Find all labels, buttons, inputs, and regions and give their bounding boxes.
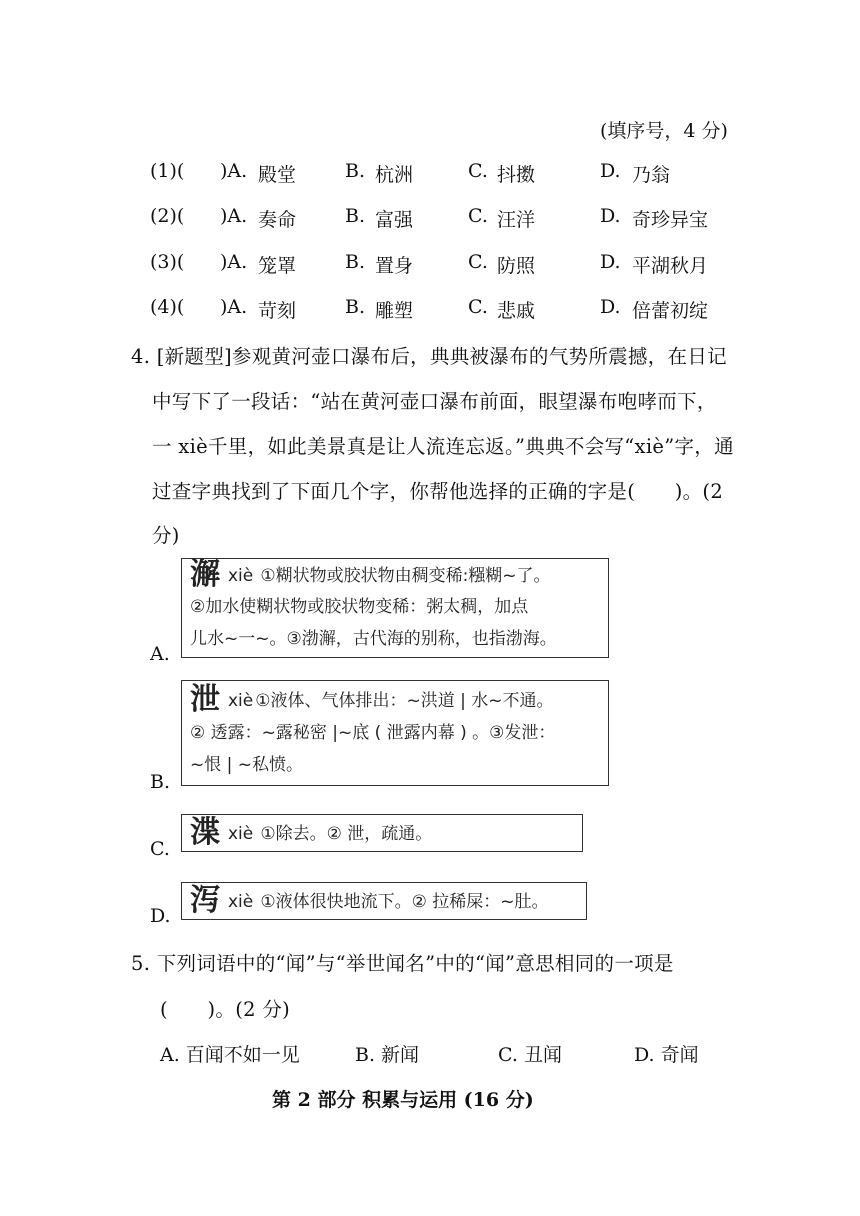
q3-option-a: 殿堂 [258,164,297,186]
q3-option-d-label: D. [600,160,621,182]
q3-option-d-label: D. [600,296,621,318]
q4-option-b-label: B. [150,771,171,793]
q4-option-d-dictionary-entry [181,882,587,920]
entry-definition-line: ② 透露：~露秘密 |~底 ( 泄露内幕 ) 。③发泄： [190,723,556,743]
q4-stem-line: 分) [152,524,180,547]
entry-definition-line: ①液体很快地流下。② 拉稀屎：~肚。 [260,892,549,912]
q3-row-number: (1)( [150,160,185,182]
entry-definition-line: ①液体、气体排出：~洪道 | 水~不通。 [255,691,554,711]
q3-option-d: 平湖秋月 [632,255,709,277]
q4-stem-line: 一 xiè千里，如此美景真是让人流连忘返。”典典不会写“xiè”字，通 [152,435,734,458]
section-title: 第 2 部分 积累与运用 (16 分) [272,1089,534,1111]
entry-definition-line: ②加水使糊状物或胶状物变稀：粥太稠，加点 [190,597,529,617]
entry-definition-line: ~恨 | ~私愤。 [190,755,304,775]
q3-option-d: 奇珍异宝 [632,209,709,231]
q4-option-c-label: C. [150,838,170,860]
q4-stem-line: 过查字典找到了下面几个字，你帮他选择的正确的字是( )。(2 [152,480,724,503]
q3-option-a-label: )A. [220,160,248,182]
entry-pinyin: xiè [228,892,254,912]
q4-option-a-label: A. [150,643,170,665]
q3-option-b-label: B. [345,296,366,318]
q3-option-c-label: C. [468,160,488,182]
q3-option-b-label: B. [345,160,366,182]
q4-stem-line: 4. [新题型]参观黄河壶口瀑布后，典典被瀑布的气势所震撼，在日记 [131,345,727,368]
q4-stem-line: 中写下了一段话：“站在黄河壶口瀑布前面，眼望瀑布咆哮而下， [152,390,717,413]
q3-option-b: 置身 [375,255,414,277]
entry-character: 渫 [190,815,220,850]
entry-pinyin: xiè [228,824,254,844]
q3-option-b: 杭洲 [375,164,414,186]
q3-option-a: 笼罩 [258,255,297,277]
q5-stem-line: 5. 下列词语中的“闻”与“举世闻名”中的“闻”意思相同的一项是 [131,952,674,975]
q3-option-c-label: C. [468,251,488,273]
q3-option-b-label: B. [345,205,366,227]
q3-option-c: 抖擞 [497,164,536,186]
q3-row-number: (3)( [150,251,185,273]
q4-option-b-dictionary-entry [181,680,609,786]
q3-row-number: (2)( [150,205,185,227]
entry-definition-line: 儿水~一~。③渤澥，古代海的别称，也指渤海。 [190,629,557,649]
q5-stem-line: ( )。(2 分) [160,998,291,1021]
q5-option-d: D. 奇闻 [634,1044,699,1066]
q3-option-a-label: )A. [220,251,248,273]
q5-option-b: B. 新闻 [355,1044,420,1066]
entry-pinyin: xiè [228,566,254,586]
q3-option-b: 雕塑 [375,300,414,322]
q5-option-c: C. 丑闻 [498,1044,562,1066]
q3-option-c-label: C. [468,296,488,318]
q3-option-d-label: D. [600,205,621,227]
q3-option-d: 倍蕾初绽 [632,300,709,322]
entry-pinyin: xiè [228,691,254,711]
entry-character: 泻 [190,883,220,918]
q3-option-c: 悲戚 [497,300,536,322]
q5-option-a: A. 百闻不如一见 [160,1044,300,1066]
q3-option-b: 富强 [375,209,414,231]
q3-row-number: (4)( [150,296,185,318]
q3-option-a: 苛刻 [258,300,297,322]
q3-option-c: 汪洋 [497,209,536,231]
q3-option-c-label: C. [468,205,488,227]
q4-option-c-dictionary-entry [181,814,583,852]
entry-definition-line: ①除去。② 泄，疏通。 [260,824,433,844]
q4-option-d-label: D. [150,905,171,927]
q3-option-a-label: )A. [220,205,248,227]
q3-option-d-label: D. [600,251,621,273]
entry-character: 澥 [190,557,220,592]
q3-instruction: (填序号，4 分) [600,120,728,142]
q3-option-c: 防照 [497,255,536,277]
entry-definition-line: ①糊状物或胶状物由稠变稀:糨糊~了。 [260,566,551,586]
q4-option-a-dictionary-entry [181,558,609,658]
q3-option-a: 奏命 [258,209,297,231]
q3-option-a-label: )A. [220,296,248,318]
q3-option-b-label: B. [345,251,366,273]
entry-character: 泄 [190,682,220,717]
q3-option-d: 乃翁 [632,164,671,186]
